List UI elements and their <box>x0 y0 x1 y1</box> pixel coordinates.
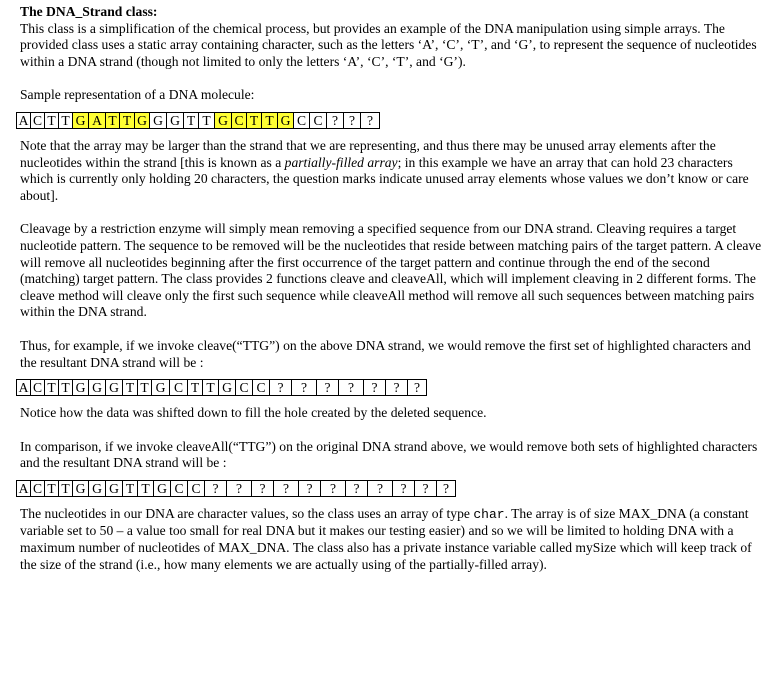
dna-cell: C <box>169 379 187 396</box>
dna-cell: ? <box>226 480 251 497</box>
dna-cell: T <box>44 379 58 396</box>
dna-cell: C <box>30 480 44 497</box>
dna-cell: ? <box>316 379 338 396</box>
dna-cell: G <box>72 379 88 396</box>
dna-cell: C <box>30 112 44 129</box>
dna-cell: T <box>105 112 119 129</box>
dna-cell: G <box>149 112 166 129</box>
dna-cell: T <box>58 112 72 129</box>
dna-cell: C <box>235 379 252 396</box>
dna-cell: G <box>88 480 105 497</box>
dna-cell: G <box>134 112 149 129</box>
cleavage-paragraph: Cleavage by a restriction enzyme will simply mean removing a specified sequence from our DNA strand. Cleaving requires a target nucleotide pattern. The sequence to be removed will be the nucleotides that reside between matching pairs of the target pattern. A cleave will remove all nucleotides beginning after the first occurrence of the target pattern and continue through the end of the second (matching) target pattern. The class provides 2 functions cleave and cleaveAll, which will implement cleaving in 2 different forms. The cleave method will cleave only the first such sequence while cleaveAll method will remove all such sequences between matching pairs within the DNA strand. <box>20 221 762 320</box>
dna-cell: ? <box>338 379 363 396</box>
dna-cell: A <box>16 480 30 497</box>
sample-label: Sample representation of a DNA molecule: <box>20 87 255 103</box>
dna-cell: ? <box>273 480 298 497</box>
dna-cell: T <box>137 379 151 396</box>
page-title: The DNA_Strand class: <box>20 4 158 19</box>
dna-cell: ? <box>291 379 316 396</box>
dna-cell: ? <box>343 112 360 129</box>
dna-cell: T <box>122 379 137 396</box>
dna-cell: G <box>72 112 88 129</box>
dna-cell: ? <box>204 480 226 497</box>
final-paragraph: The nucleotides in our DNA are character values, so the class uses an array of type char. The array is of size MAX_DNA (a constant variable set to 50 – a value too small for real DNA but it makes our testing easier) and so we will be limited to holding DNA with a maximum number of nucleotides of MAX_DNA. The class also has a private instance variable called mySize which will keep track of the size of the strand (i.e., how many elements we are actually using of the partially-filled array). <box>20 505 752 572</box>
char-code: char <box>473 506 505 522</box>
dna-cell: G <box>166 112 183 129</box>
dna-cell: ? <box>363 379 385 396</box>
dna-array-original <box>16 112 765 129</box>
dna-cell: C <box>293 112 309 129</box>
dna-cell: ? <box>360 112 380 129</box>
dna-cell: T <box>58 480 72 497</box>
dna-cell: ? <box>326 112 343 129</box>
shift-note: Notice how the data was shifted down to fill the hole created by the deleted sequence. <box>20 405 487 421</box>
dna-cell: G <box>105 379 122 396</box>
dna-cell: G <box>214 112 231 129</box>
dna-cell: G <box>153 480 170 497</box>
dna-cell: ? <box>345 480 367 497</box>
dna-cell: ? <box>414 480 436 497</box>
dna-cell: ? <box>367 480 392 497</box>
cleave-example-paragraph: Thus, for example, if we invoke cleave(“TTG”) on the above DNA strand, we would remove the first set of highlighted characters and the resultant DNA strand will be : <box>20 337 751 370</box>
dna-cell: C <box>231 112 246 129</box>
dna-cell: ? <box>392 480 414 497</box>
dna-cell: ? <box>269 379 291 396</box>
dna-array-after-cleaveall <box>16 480 765 497</box>
dna-cell: T <box>122 480 137 497</box>
dna-cell: ? <box>320 480 345 497</box>
dna-cell: T <box>44 112 58 129</box>
dna-cell: A <box>16 112 30 129</box>
dna-cell: ? <box>298 480 320 497</box>
dna-array-after-cleave <box>16 379 765 396</box>
document <box>20 4 765 573</box>
dna-cell: T <box>44 480 58 497</box>
dna-cell: T <box>246 112 261 129</box>
dna-cell: T <box>137 480 153 497</box>
partially-filled-term: partially-filled array <box>284 154 398 170</box>
dna-cell: T <box>202 379 218 396</box>
dna-cell: ? <box>407 379 427 396</box>
intro-paragraph: This class is a simplification of the chemical process, but provides an example of the DNA manipulation using simple arrays. The provided class uses a static array containing character, such as the letters ‘A’, ‘C’, ‘T’, and ‘G’, to represent the sequence of nucleotides within a DNA strand (though not limited to only the letters ‘A’, ‘C’, ‘T’, and ‘G’). <box>20 20 757 69</box>
dna-cell: A <box>16 379 30 396</box>
dna-cell: ? <box>251 480 273 497</box>
dna-cell: T <box>183 112 198 129</box>
dna-cell: G <box>72 480 88 497</box>
dna-cell: G <box>105 480 122 497</box>
dna-cell: ? <box>436 480 456 497</box>
dna-cell: G <box>218 379 235 396</box>
cleaveall-example-paragraph: In comparison, if we invoke cleaveAll(“TTG”) on the original DNA strand above, we would remove both sets of highlighted characters and the resultant DNA strand will be : <box>20 438 758 471</box>
dna-cell: A <box>88 112 105 129</box>
dna-cell: T <box>187 379 202 396</box>
dna-cell: G <box>277 112 293 129</box>
dna-cell: ? <box>385 379 407 396</box>
dna-cell: G <box>151 379 169 396</box>
dna-cell: T <box>119 112 134 129</box>
dna-cell: G <box>88 379 105 396</box>
dna-cell: C <box>252 379 269 396</box>
dna-cell: C <box>187 480 204 497</box>
dna-cell: C <box>30 379 44 396</box>
dna-cell: C <box>309 112 326 129</box>
note-paragraph: Note that the array may be larger than the strand that we are representing, and thus there may be unused array elements after the nucleotides within the strand [this is known as a partially-filled array; in this example we have an array that can hold 23 characters which is currently only holding 20 characters, the question marks indicate unused array elements whose values we don’t know or care about]. <box>20 137 749 203</box>
dna-cell: T <box>261 112 277 129</box>
dna-cell: T <box>58 379 72 396</box>
dna-cell: C <box>170 480 187 497</box>
dna-cell: T <box>198 112 214 129</box>
